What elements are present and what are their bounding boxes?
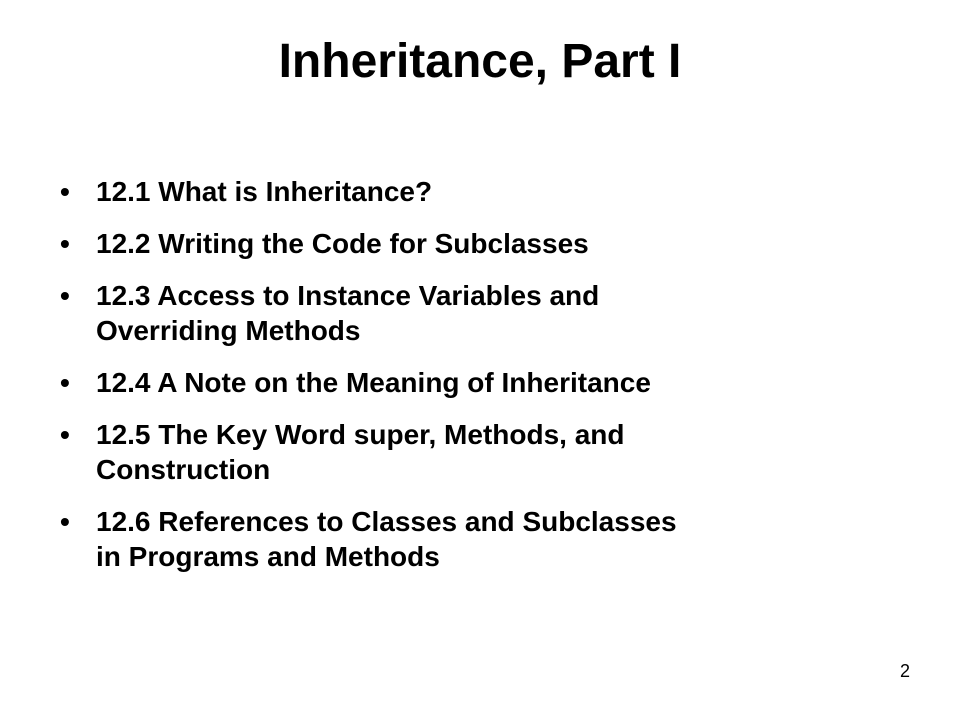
bullet-icon: • bbox=[60, 228, 70, 259]
bullet-item bbox=[60, 417, 920, 487]
bullet-icon: • bbox=[60, 176, 70, 207]
bullet-item bbox=[60, 278, 920, 348]
bullet-item bbox=[60, 226, 920, 261]
page-number: 2 bbox=[899, 661, 910, 681]
bullet-text-continuation: in Programs and Methods bbox=[96, 541, 440, 572]
bullet-item bbox=[60, 504, 920, 574]
bullet-icon: • bbox=[60, 280, 70, 311]
bullet-list bbox=[60, 174, 920, 591]
bullet-item bbox=[60, 365, 920, 400]
bullet-icon: • bbox=[60, 419, 70, 450]
bullet-text: 12.6 References to Classes and Subclasses bbox=[96, 506, 677, 537]
bullet-text: 12.3 Access to Instance Variables and bbox=[96, 280, 600, 311]
bullet-text: 12.4 A Note on the Meaning of Inheritance bbox=[96, 367, 651, 398]
slide-title: Inheritance, Part I bbox=[278, 35, 682, 88]
bullet-text-continuation: Construction bbox=[96, 454, 271, 485]
bullet-text: 12.1 What is Inheritance? bbox=[96, 176, 433, 207]
bullet-text: 12.5 The Key Word super, Methods, and bbox=[96, 419, 625, 450]
bullet-icon: • bbox=[60, 506, 70, 537]
bullet-item bbox=[60, 174, 920, 209]
bullet-icon: • bbox=[60, 367, 70, 398]
bullet-text-continuation: Overriding Methods bbox=[96, 315, 361, 346]
bullet-text: 12.2 Writing the Code for Subclasses bbox=[96, 228, 589, 259]
